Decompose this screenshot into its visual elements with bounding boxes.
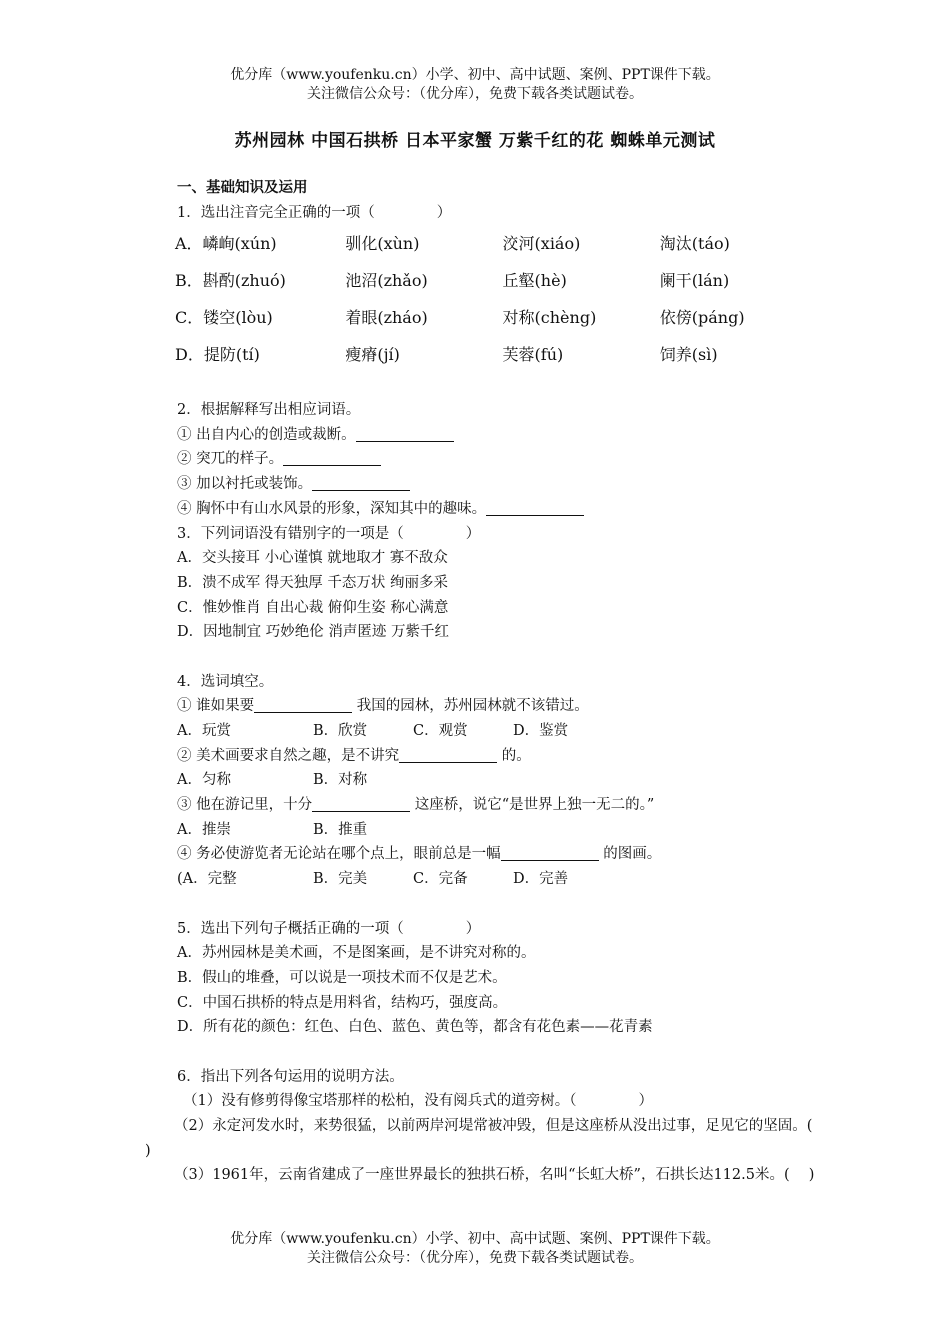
q1-option-row: [175, 225, 817, 262]
q4-options: (A．完整 B．完美 C．完备 D．完善: [177, 871, 569, 888]
answer-blank[interactable]: [356, 426, 454, 442]
header-line-2: 关注微信公众号：（优分库），免费下载各类试题试卷。: [307, 86, 643, 102]
q1-cell: 阑干(lán): [659, 271, 730, 291]
q5-option: B．假山的堆叠，可以说是一项技术而不仅是艺术。: [177, 969, 507, 986]
q3-option: D．因地制宜 巧妙绝伦 消声匿迹 万紫千红: [177, 624, 449, 641]
q1-option-row: [175, 299, 817, 336]
header-line-1: 优分库（www.youfenku.cn）小学、初中、高中试题、案例、PPT课件下载。: [230, 67, 720, 83]
q4-options: A．推崇 B．推重: [177, 821, 368, 838]
q2-item: ④ 胸怀中有山水风景的形象，深知其中的趣味。: [177, 497, 817, 522]
q2-item: ③ 加以衬托或装饰。: [177, 472, 817, 497]
footer-line-2: 关注微信公众号：（优分库），免费下载各类试题试卷。: [307, 1250, 643, 1266]
q6-item: （1）没有修剪得像宝塔那样的松柏，没有阅兵式的道旁树。（ ）: [183, 1093, 653, 1110]
q3-option: A．交头接耳 小心谨慎 就地取才 寡不敌众: [177, 550, 448, 567]
q1-cell: C．镂空(lòu): [175, 308, 273, 328]
q4-sentence: ① 谁如果要 我国的园林，苏州园林就不该错过。: [177, 698, 589, 715]
q1-cell: A．嶙峋(xún): [175, 234, 277, 254]
question-6-stem: 6．指出下列各句运用的说明方法。: [177, 1068, 404, 1085]
question-4-stem: 4．选词填空。: [177, 673, 274, 690]
q2-item: ① 出自内心的创造或裁断。: [177, 423, 817, 448]
footer-line-1: 优分库（www.youfenku.cn）小学、初中、高中试题、案例、PPT课件下载。: [230, 1231, 720, 1247]
q4-sentence: ④ 务必使游览者无论站在哪个点上，眼前总是一幅 的图画。: [177, 846, 662, 863]
q5-option: A．苏州园林是美术画，不是图案画，是不讲究对称的。: [177, 945, 536, 962]
q1-cell: 池沼(zhǎo): [345, 271, 428, 291]
q1-cell: B．斟酌(zhuó): [175, 271, 286, 291]
q1-cell: 瘦瘠(jí): [345, 345, 400, 365]
q2-item: ② 突兀的样子。: [177, 447, 817, 472]
q4-sentence: ③ 他在游记里，十分 这座桥，说它“是世界上独一无二的。”: [177, 797, 655, 814]
q6-item: （3）1961年，云南省建成了一座世界最长的独拱石桥，名叫“长虹大桥”，石拱长达112.5米。( ): [174, 1167, 815, 1184]
q4-sentence: ② 美术画要求自然之趣，是不讲究 的。: [177, 747, 531, 764]
q1-option-row: [175, 262, 817, 299]
q1-cell: 驯化(xùn): [345, 234, 420, 254]
q1-cell: D．提防(tí): [175, 345, 260, 365]
q1-cell: 对称(chèng): [502, 308, 597, 328]
question-1-stem: 1．选出注音完全正确的一项（ ）: [177, 204, 452, 221]
section-heading: 一、基础知识及运用: [177, 179, 308, 196]
q1-cell: 淘汰(táo): [659, 234, 730, 254]
answer-blank[interactable]: [501, 845, 599, 861]
q1-cell: 着眼(zháo): [345, 308, 428, 328]
document-title: 苏州园林 中国石拱桥 日本平家蟹 万紫千红的花 蜘蛛单元测试: [234, 131, 716, 151]
q6-item: （2）永定河发水时，来势很猛，以前两岸河堤常被冲毁，但是这座桥从没出过事，足见它的坚固。( ): [145, 1118, 832, 1159]
q1-cell: 芙蓉(fú): [502, 345, 564, 365]
q4-options: A．玩赏 B．欣赏 C．观赏 D．鉴赏: [177, 723, 569, 739]
question-3-stem: 3．下列词语没有错别字的一项是（ ）: [177, 525, 481, 542]
q1-cell: 丘壑(hè): [502, 271, 567, 291]
answer-blank[interactable]: [254, 697, 352, 713]
q1-cell: 洨河(xiáo): [502, 234, 581, 254]
q5-option: C．中国石拱桥的特点是用料省，结构巧，强度高。: [177, 994, 508, 1011]
q1-cell: 饲养(sì): [659, 345, 718, 365]
page-header: [0, 66, 950, 104]
page-footer: [0, 1230, 950, 1268]
q4-options: A．匀称 B．对称: [177, 772, 368, 789]
q3-option: B．溃不成军 得天独厚 千态万状 绚丽多采: [177, 574, 448, 591]
q5-option: D．所有花的颜色：红色、白色、蓝色、黄色等，都含有花色素——花青素: [177, 1019, 653, 1036]
q1-cell: 依傍(páng): [659, 308, 745, 328]
q3-option: C．惟妙惟肖 自出心裁 俯仰生姿 称心满意: [177, 599, 449, 616]
answer-blank[interactable]: [312, 796, 410, 812]
answer-blank[interactable]: [312, 475, 410, 491]
question-5-stem: 5．选出下列句子概括正确的一项（ ）: [177, 920, 481, 937]
answer-blank[interactable]: [283, 450, 381, 466]
answer-blank[interactable]: [486, 500, 584, 516]
document-body: [145, 176, 832, 1188]
q1-option-row: [175, 336, 817, 373]
answer-blank[interactable]: [399, 747, 497, 763]
question-2-stem: 2．根据解释写出相应词语。: [177, 402, 361, 419]
